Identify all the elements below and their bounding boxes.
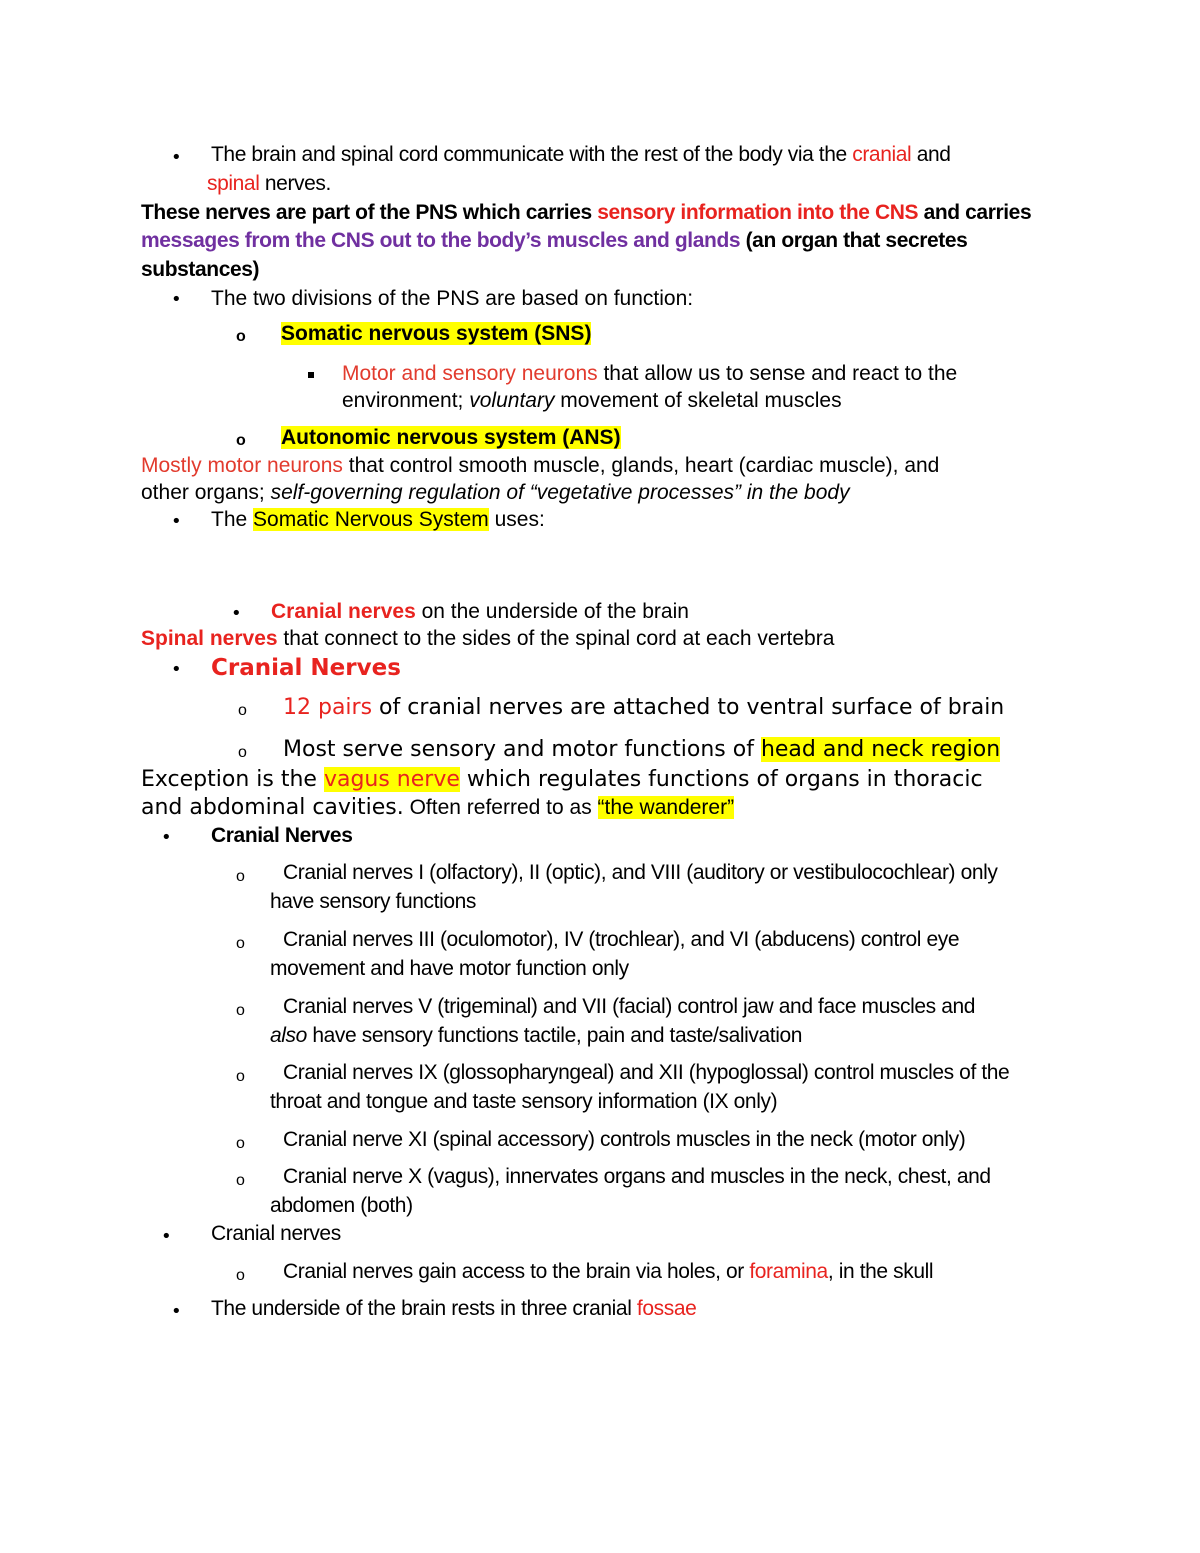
cn-item-6a: Cranial nerve X (vagus), innervates organs and muscles in the neck, chest, and: [283, 1165, 991, 1188]
head-neck-line: Most serve sensory and motor functions of head and neck region: [283, 737, 1001, 762]
cranial-underside-line: Cranial nerves on the underside of the brain: [271, 600, 689, 623]
bullet-icon: •: [171, 659, 182, 680]
cn-item-1b: have sensory functions: [270, 890, 476, 913]
circle-bullet-icon: o: [236, 1068, 245, 1085]
somatic-desc-1: Motor and sensory neurons that allow us to sense and react to the: [342, 362, 958, 385]
intro-line-1: The brain and spinal cord communicate with the rest of the body via the cranial and: [211, 143, 951, 166]
circle-bullet-icon: o: [238, 744, 247, 761]
vagus-line-1: Exception is the vagus nerve which regulates functions of organs in thoracic: [141, 767, 983, 792]
cranial-nerves-subheading: Cranial Nerves: [211, 824, 353, 847]
bullet-icon: •: [171, 289, 182, 310]
pns-line-1: These nerves are part of the PNS which carries sensory information into the CNS and carries: [141, 201, 1032, 224]
circle-bullet-icon: o: [236, 328, 246, 345]
pns-line-3: substances): [141, 258, 260, 281]
term-cranial: cranial: [852, 143, 912, 166]
circle-bullet-icon: o: [236, 868, 245, 885]
circle-bullet-icon: o: [236, 935, 245, 952]
intro-line-2: spinal nerves.: [207, 172, 331, 195]
vagus-line-2: and abdominal cavities. Often referred to as “the wanderer”: [141, 795, 735, 820]
circle-bullet-icon: o: [236, 432, 246, 449]
autonomic-heading: Autonomic nervous system (ANS): [281, 426, 621, 449]
foramina-line: Cranial nerves gain access to the brain via holes, or foramina, in the skull: [283, 1260, 934, 1283]
cranial-nerves-heading: Cranial Nerves: [211, 655, 401, 681]
bullet-icon: •: [161, 1226, 172, 1247]
circle-bullet-icon: o: [236, 1172, 245, 1189]
pns-line-2: messages from the CNS out to the body’s muscles and glands (an organ that secretes: [141, 229, 968, 252]
cn-item-5: Cranial nerve XI (spinal accessory) controls muscles in the neck (motor only): [283, 1128, 966, 1151]
circle-bullet-icon: o: [236, 1267, 245, 1284]
cranial-nerves-label: Cranial nerves: [211, 1222, 341, 1245]
term-spinal: spinal: [207, 172, 260, 195]
divisions-line: The two divisions of the PNS are based on function:: [211, 287, 694, 310]
cn-item-6b: abdomen (both): [270, 1194, 413, 1217]
cn-item-3a: Cranial nerves V (trigeminal) and VII (facial) control jaw and face muscles and: [283, 995, 976, 1018]
somatic-desc-2: environment; voluntary movement of skeletal muscles: [342, 389, 842, 412]
autonomic-desc-1: Mostly motor neurons that control smooth muscle, glands, heart (cardiac muscle), and: [141, 454, 940, 477]
cn-item-1a: Cranial nerves I (olfactory), II (optic), and VIII (auditory or vestibulocochlear) only: [283, 861, 998, 884]
cn-item-4b: throat and tongue and taste sensory information (IX only): [270, 1090, 778, 1113]
bullet-icon: •: [171, 147, 182, 168]
cn-item-2b: movement and have motor function only: [270, 957, 629, 980]
cn-item-4a: Cranial nerves IX (glossopharyngeal) and XII (hypoglossal) control muscles of the: [283, 1061, 1010, 1084]
circle-bullet-icon: o: [238, 702, 247, 719]
bullet-icon: •: [171, 511, 182, 532]
cn-item-3b: also have sensory functions tactile, pain and taste/salivation: [270, 1024, 803, 1047]
circle-bullet-icon: o: [236, 1002, 245, 1019]
bullet-icon: •: [231, 603, 242, 624]
spinal-nerves-line: Spinal nerves that connect to the sides of the spinal cord at each vertebra: [141, 627, 835, 650]
fossae-line: The underside of the brain rests in three cranial fossae: [211, 1297, 697, 1320]
bullet-icon: •: [161, 827, 172, 848]
bullet-icon: •: [171, 1301, 182, 1322]
cn-item-2a: Cranial nerves III (oculomotor), IV (trochlear), and VI (abducens) control eye: [283, 928, 960, 951]
circle-bullet-icon: o: [236, 1135, 245, 1152]
sns-uses-line: The Somatic Nervous System uses:: [211, 508, 545, 531]
sensory-info: sensory information into the CNS: [597, 201, 919, 224]
somatic-heading: Somatic nervous system (SNS): [281, 322, 592, 345]
twelve-pairs-line: 12 pairs of cranial nerves are attached to ventral surface of brain: [283, 695, 1005, 720]
square-bullet-icon: [308, 372, 314, 378]
messages-from-cns: messages from the CNS out to the body’s muscles and glands: [141, 229, 741, 252]
autonomic-desc-2: other organs; self-governing regulation of “vegetative processes” in the body: [141, 481, 850, 504]
